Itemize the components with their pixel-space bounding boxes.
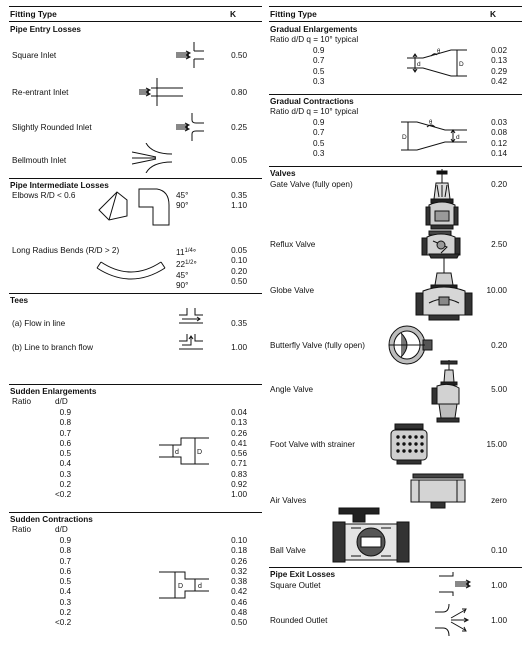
- ball-valve-label: Ball Valve: [270, 546, 306, 555]
- sudden-contractions-ratios: [55, 536, 71, 629]
- ratio-value: <0.2: [55, 618, 72, 628]
- ratio-value: 0.3: [59, 597, 71, 607]
- air-valves-label: Air Valves: [270, 496, 307, 505]
- ratio-value: 0.2: [59, 480, 71, 490]
- ratio-value: 0.8: [59, 418, 71, 428]
- sudden-contraction-icon: [159, 570, 209, 600]
- sudden-enlargements-k-values: [217, 408, 247, 501]
- divider: [9, 512, 262, 513]
- bellmouth-inlet-icon: [132, 143, 172, 173]
- bellmouth-inlet-label: Bellmouth Inlet: [12, 156, 67, 165]
- fitting-type-header: Fitting Type: [270, 9, 317, 19]
- rounded-outlet-label: Rounded Outlet: [270, 616, 328, 625]
- divider: [269, 94, 522, 95]
- gradual-contractions-ratios: [313, 118, 324, 159]
- rounded-outlet-k: 1.00: [491, 616, 507, 625]
- ratio-value: 0.3: [313, 76, 325, 86]
- table-header: [9, 6, 262, 22]
- svg-text:θ: θ: [437, 49, 441, 55]
- ball-valve-k: 0.10: [491, 546, 507, 555]
- k-value: 0.14: [491, 148, 507, 158]
- long-radius-k: 0.20: [231, 266, 247, 276]
- gradual-enlargements-title: Gradual Enlargements: [270, 25, 358, 34]
- angle-valve-label: Angle Valve: [270, 385, 314, 394]
- reentrant-inlet-label: Re-entrant Inlet: [12, 88, 69, 97]
- ratio-value: 0.9: [59, 408, 71, 417]
- ratio-value: 0.5: [313, 138, 325, 148]
- k-value: 0.04: [231, 408, 247, 417]
- globe-valve-icon: [415, 251, 473, 323]
- ratio-value: 0.9: [313, 46, 325, 55]
- k-value: 0.12: [491, 138, 507, 148]
- tee-branch-flow-icon: [179, 334, 203, 356]
- ratio-value: 0.7: [313, 128, 325, 138]
- foot-valve-icon: [387, 422, 431, 466]
- svg-text:D: D: [459, 61, 464, 68]
- angle-valve-icon: [429, 358, 463, 424]
- ratio-value: 0.4: [59, 459, 71, 469]
- square-outlet-label: Square Outlet: [270, 581, 321, 590]
- tee-inline-k: 0.35: [231, 319, 247, 328]
- long-radius-angle: 45°: [176, 270, 189, 280]
- k-value: 0.13: [231, 418, 247, 428]
- elbow-k: 1.10: [231, 201, 247, 211]
- globe-valve-k: 10.00: [486, 286, 507, 295]
- elbow-k: 0.35: [231, 191, 247, 200]
- k-value: 0.46: [231, 597, 247, 607]
- sudden-enlargements-ratio-label: Ratio: [12, 397, 32, 406]
- k-value: 0.42: [491, 76, 507, 86]
- pipe-exit-title: Pipe Exit Losses: [270, 570, 336, 579]
- svg-text:d: d: [456, 134, 460, 141]
- divider: [269, 567, 522, 568]
- rounded-outlet-icon: [435, 604, 473, 636]
- foot-valve-label: Foot Valve with strainer: [270, 440, 355, 449]
- k-header: K: [490, 9, 497, 19]
- butterfly-valve-k: 0.20: [491, 341, 507, 350]
- butterfly-valve-icon: [385, 324, 433, 366]
- k-value: 0.32: [231, 566, 247, 576]
- long-radius-k: 0.10: [231, 256, 247, 266]
- k-value: 0.08: [491, 128, 507, 138]
- right-column: [269, 6, 522, 641]
- k-value: 0.50: [231, 618, 247, 628]
- reflux-valve-label: Reflux Valve: [270, 240, 316, 249]
- elbow-45-icon: [97, 184, 129, 222]
- k-value: 0.92: [231, 480, 247, 490]
- long-radius-angles: [176, 246, 197, 291]
- k-value: 0.71: [231, 459, 247, 469]
- gradual-contractions-k-values: [477, 118, 507, 159]
- sudden-enlargements-title: Sudden Enlargements: [10, 387, 97, 396]
- square-inlet-k: 0.50: [231, 51, 247, 60]
- gradual-contraction-icon: [401, 118, 467, 154]
- gate-valve-icon: [425, 169, 459, 231]
- ratio-value: 0.2: [59, 608, 71, 618]
- ratio-value: 0.9: [59, 536, 71, 545]
- elbow-k-values: [217, 191, 247, 212]
- k-value: 0.48: [231, 608, 247, 618]
- elbows-label: Elbows R/D < 0.6: [12, 191, 76, 200]
- rounded-inlet-k: 0.25: [231, 123, 247, 132]
- ratio-value: 0.7: [59, 428, 71, 438]
- valves-title: Valves: [270, 169, 296, 178]
- left-column: [9, 6, 262, 641]
- k-value: 0.26: [231, 428, 247, 438]
- gradual-enlargements-subtitle: Ratio d/D q = 10° typical: [270, 35, 359, 44]
- bellmouth-inlet-k: 0.05: [231, 156, 247, 165]
- divider: [9, 178, 262, 179]
- divider: [9, 293, 262, 294]
- reflux-valve-k: 2.50: [491, 240, 507, 249]
- long-radius-k: 0.50: [231, 276, 247, 286]
- sudden-contractions-k-values: [217, 536, 247, 629]
- rounded-inlet-label: Slightly Rounded Inlet: [12, 123, 92, 132]
- square-inlet-icon: [172, 42, 204, 68]
- ratio-value: 0.5: [313, 66, 325, 76]
- air-valves-k: zero: [491, 496, 507, 505]
- ratio-value: 0.7: [59, 556, 71, 566]
- sudden-contractions-title: Sudden Contractions: [10, 515, 93, 524]
- slightly-rounded-inlet-icon: [172, 113, 204, 141]
- long-radius-angle: $11^{1/4}^\circ$: [176, 248, 197, 257]
- long-radius-bend-icon: [95, 260, 167, 286]
- svg-text:D: D: [178, 583, 184, 590]
- ratio-value: 0.9: [313, 118, 325, 127]
- ratio-value: 0.6: [59, 566, 71, 576]
- gradual-enlargement-icon: [407, 46, 467, 80]
- ball-valve-icon: [331, 504, 411, 566]
- k-value: 0.29: [491, 66, 507, 76]
- ratio-value: <0.2: [55, 490, 72, 500]
- elbow-angles: [176, 191, 188, 212]
- svg-text:d: d: [417, 61, 421, 68]
- k-header: K: [230, 9, 237, 19]
- k-value: 0.26: [231, 556, 247, 566]
- gradual-enlargements-k-values: [477, 46, 507, 87]
- k-value: 0.10: [231, 536, 247, 545]
- ratio-value: 0.7: [313, 56, 325, 66]
- gate-valve-label: Gate Valve (fully open): [270, 180, 353, 189]
- tee-flow-inline-icon: [179, 308, 203, 330]
- pipe-intermediate-title: Pipe Intermediate Losses: [10, 181, 109, 190]
- k-value: 0.03: [491, 118, 507, 127]
- gradual-enlargements-ratios: [313, 46, 324, 87]
- square-outlet-icon: [439, 572, 473, 596]
- reentrant-inlet-k: 0.80: [231, 88, 247, 97]
- foot-valve-k: 15.00: [486, 440, 507, 449]
- tee-inline-label: (a) Flow in line: [12, 319, 66, 328]
- divider: [269, 166, 522, 167]
- elbow-90-icon: [137, 187, 173, 227]
- sudden-contractions-dD-label: d/D: [55, 525, 68, 534]
- ratio-value: 0.5: [59, 449, 71, 459]
- elbow-angle: 90°: [176, 201, 189, 211]
- k-value: 0.38: [231, 577, 247, 587]
- reentrant-inlet-icon: [137, 78, 183, 106]
- svg-text:θ: θ: [429, 120, 433, 126]
- tee-branch-label: (b) Line to branch flow: [12, 343, 94, 352]
- k-value: 0.18: [231, 546, 247, 556]
- elbow-angle: 45°: [176, 191, 189, 200]
- table-header: [269, 6, 522, 22]
- gradual-contractions-title: Gradual Contractions: [270, 97, 354, 106]
- tees-title: Tees: [10, 296, 29, 305]
- long-radius-angle: $22^{1/2}^\circ$: [176, 260, 197, 270]
- k-value: 0.02: [491, 46, 507, 55]
- sudden-enlargement-icon: [159, 436, 209, 466]
- butterfly-valve-label: Butterfly Valve (fully open): [270, 341, 365, 350]
- ratio-value: 0.4: [59, 587, 71, 597]
- long-radius-label: Long Radius Bends (R/D > 2): [12, 246, 120, 255]
- tee-branch-k: 1.00: [231, 343, 247, 352]
- k-value: 0.13: [491, 56, 507, 66]
- ratio-value: 0.6: [59, 438, 71, 448]
- svg-text:d: d: [175, 449, 179, 456]
- ratio-value: 0.3: [313, 148, 325, 158]
- long-radius-k-values: [217, 246, 247, 287]
- air-valve-icon: [407, 472, 469, 512]
- svg-text:d: d: [198, 583, 202, 590]
- ratio-value: 0.3: [59, 469, 71, 479]
- square-inlet-label: Square Inlet: [12, 51, 57, 60]
- ratio-value: 0.5: [59, 577, 71, 587]
- globe-valve-label: Globe Valve: [270, 286, 314, 295]
- svg-text:D: D: [197, 449, 203, 456]
- k-value: 1.00: [231, 490, 247, 500]
- svg-text:D: D: [402, 134, 407, 141]
- ratio-value: 0.8: [59, 546, 71, 556]
- divider: [9, 384, 262, 385]
- long-radius-k: 0.05: [231, 246, 247, 255]
- gate-valve-k: 0.20: [491, 180, 507, 189]
- k-value: 0.56: [231, 449, 247, 459]
- pipe-entry-title: Pipe Entry Losses: [10, 25, 81, 34]
- k-value: 0.83: [231, 469, 247, 479]
- gradual-contractions-subtitle: Ratio d/D q = 10° typical: [270, 107, 359, 116]
- sudden-enlargements-dD-label: d/D: [55, 397, 68, 406]
- k-value: 0.41: [231, 438, 247, 448]
- sudden-enlargements-ratios: [55, 408, 71, 501]
- square-outlet-k: 1.00: [491, 581, 507, 590]
- fitting-type-header: Fitting Type: [10, 9, 57, 19]
- angle-valve-k: 5.00: [491, 385, 507, 394]
- sudden-contractions-ratio-label: Ratio: [12, 525, 32, 534]
- long-radius-angle: 90°: [176, 280, 189, 290]
- k-value: 0.42: [231, 587, 247, 597]
